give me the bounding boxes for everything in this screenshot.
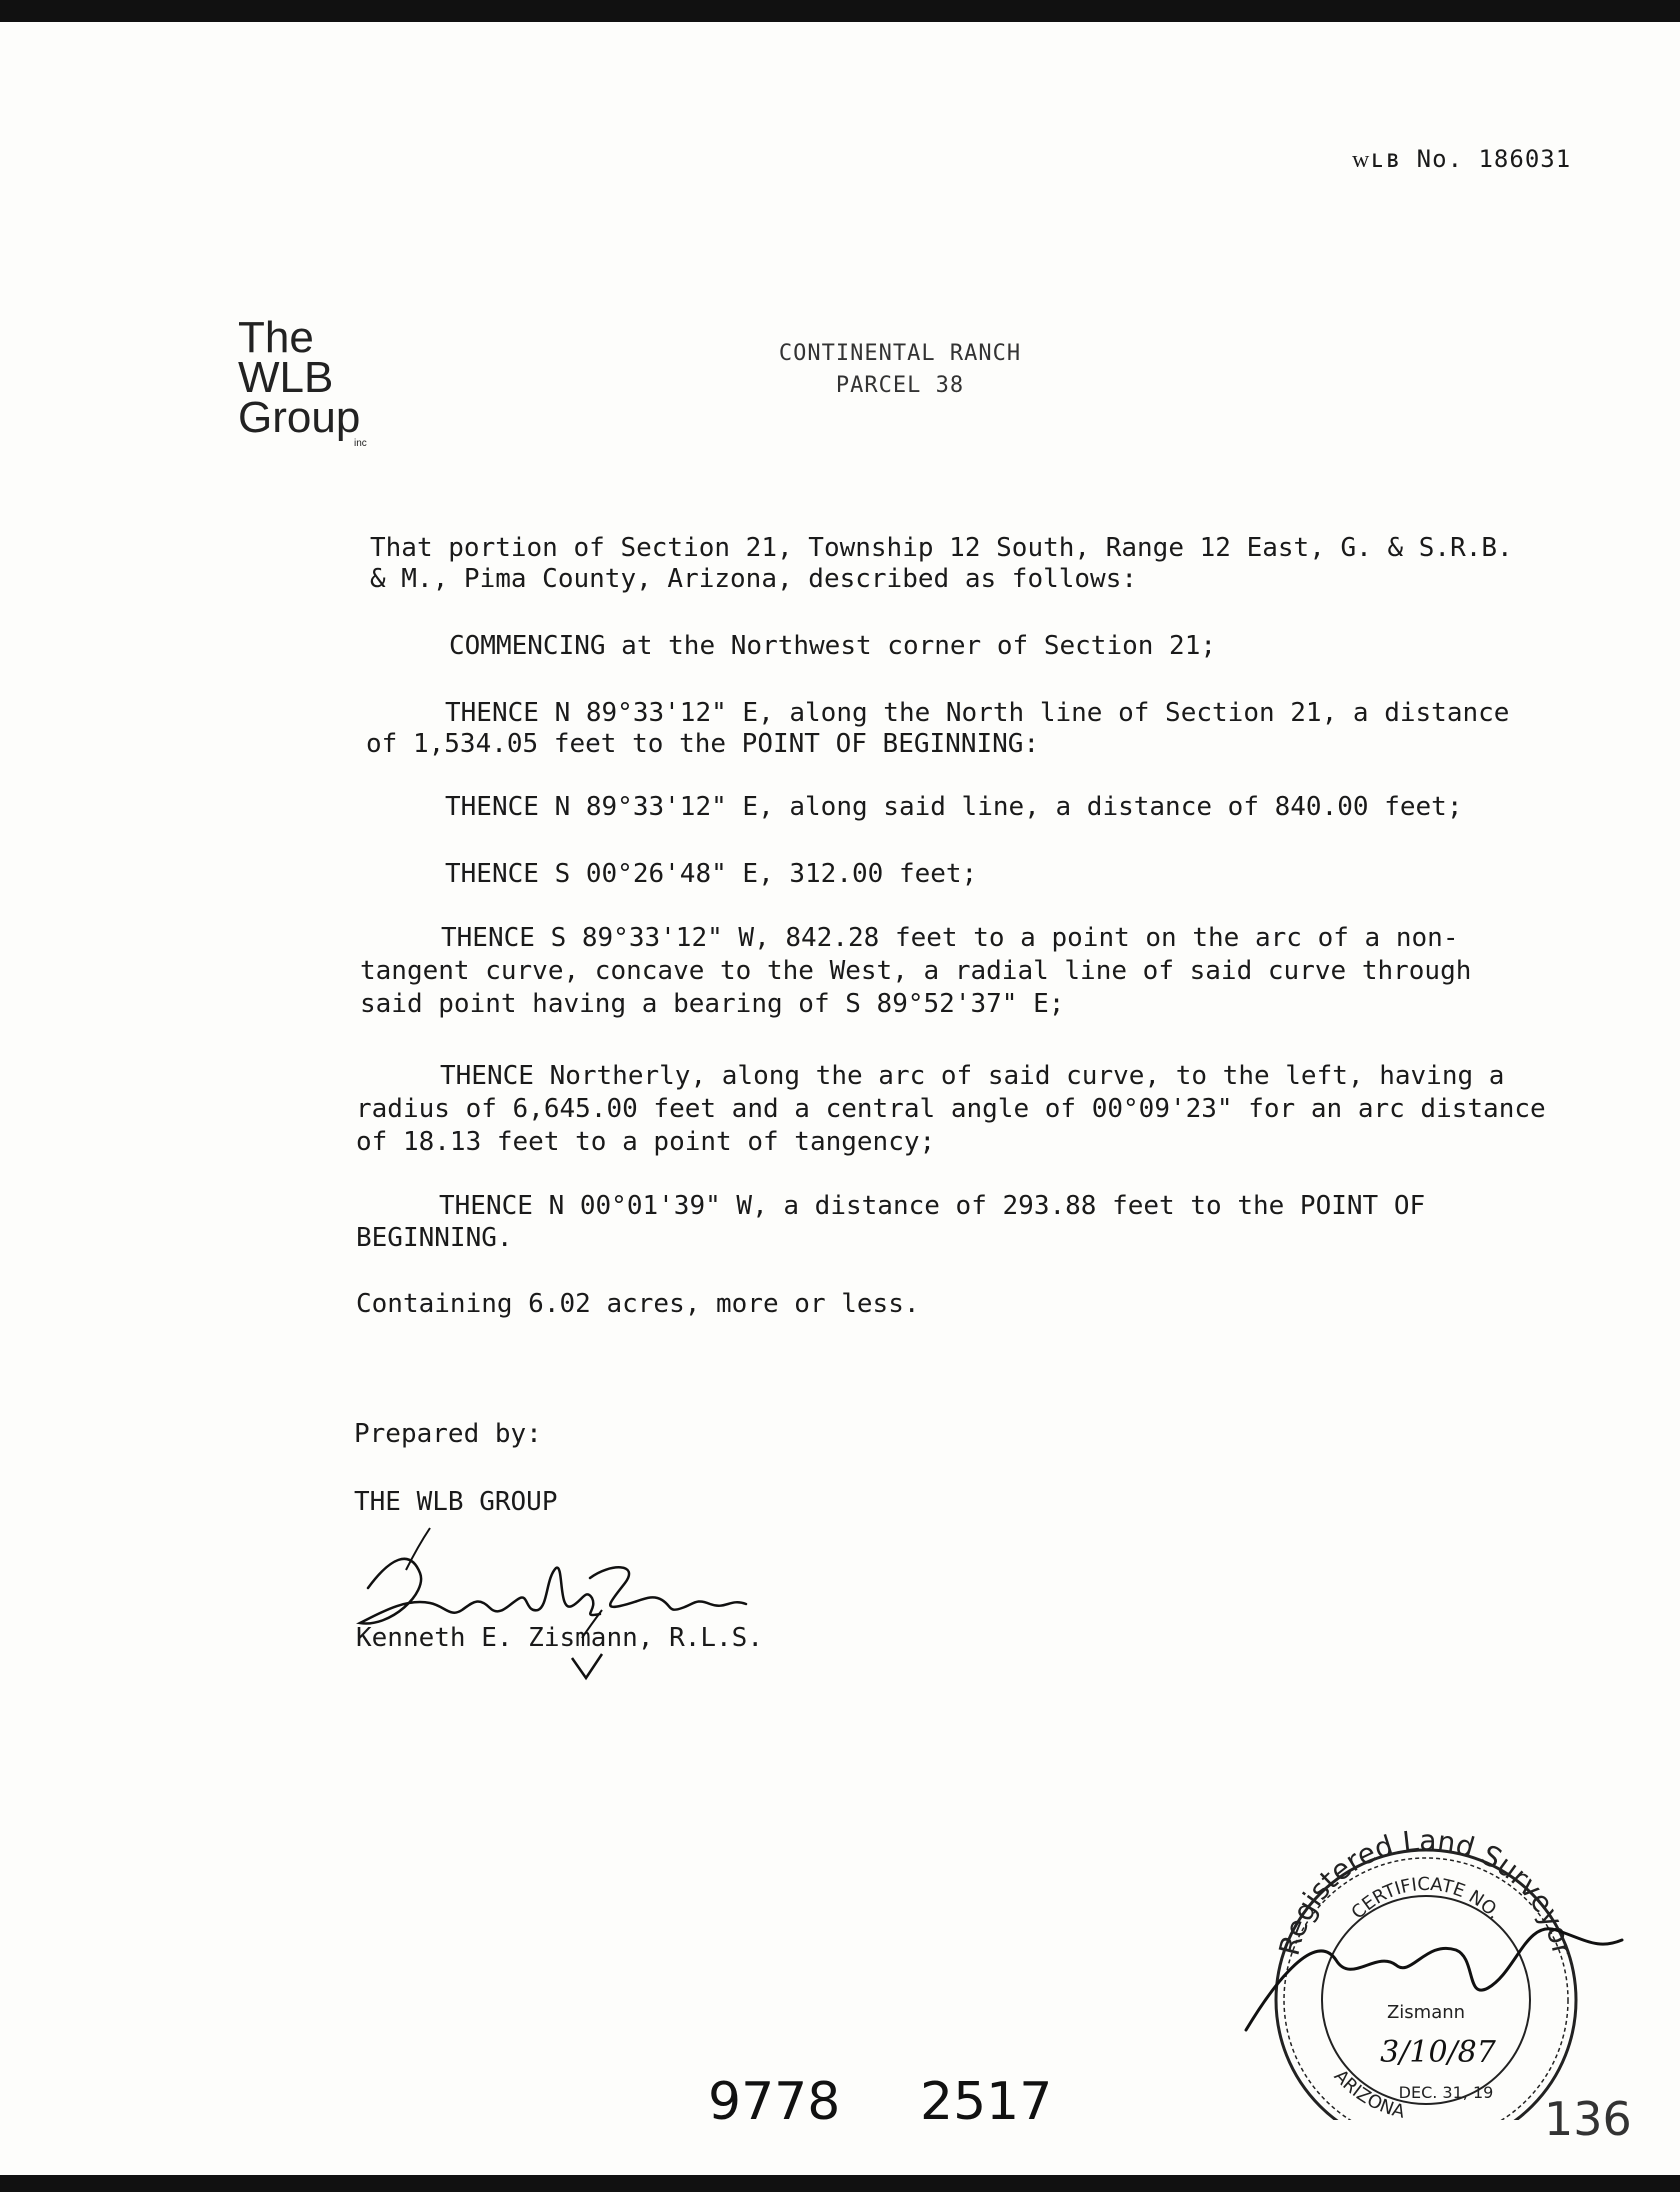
job-number: ᴡʟʙ No. 186031 — [1352, 145, 1572, 173]
thence-6-line-1: THENCE N 00°01'39" W, a distance of 293.88 feet to the POINT OF — [439, 1191, 1426, 1221]
thence-4-line-1: THENCE S 89°33'12" W, 842.28 feet to a point on the arc of a non- — [441, 923, 1459, 953]
seal-date: 3/10/87 — [1380, 2035, 1496, 2070]
recording-number-2: 2517 — [920, 2072, 1053, 2132]
logo-line-3: Group — [238, 393, 361, 442]
thence-5-line-2: radius of 6,645.00 feet and a central angle of 00°09'23" for an arc distance — [356, 1094, 1546, 1124]
seal-expiry: DEC. 31, 19 — [1398, 2083, 1494, 2102]
company-logo — [236, 313, 396, 458]
prepared-by-label: Prepared by: — [354, 1419, 542, 1449]
thence-5-line-1: THENCE Northerly, along the arc of said curve, to the left, having a — [440, 1061, 1505, 1091]
seal-inner-text: CERTIFICATE NO. — [1347, 1873, 1505, 1924]
thence-3-paragraph: THENCE S 00°26'48" E, 312.00 feet; — [445, 859, 978, 889]
thence-1-line-2: of 1,534.05 feet to the POINT OF BEGINNING: — [366, 729, 1040, 759]
scan-edge-bottom — [0, 2175, 1680, 2192]
commencing-paragraph: COMMENCING at the Northwest corner of Section 21; — [449, 631, 1217, 661]
title-line-1: CONTINENTAL RANCH — [778, 341, 1022, 366]
scan-edge-top — [0, 0, 1680, 22]
company-name: THE WLB GROUP — [354, 1487, 558, 1517]
seal-state: ARIZONA — [1329, 2065, 1407, 2120]
thence-1-line-1: THENCE N 89°33'12" E, along the North line of Section 21, a distance — [445, 698, 1510, 728]
signer-name: Kenneth E. Zismann, R.L.S. — [356, 1623, 763, 1653]
seal-outer-text: Registered Land Surveyor — [1272, 1823, 1580, 1959]
thence-5-line-3: of 18.13 feet to a point of tangency; — [356, 1127, 936, 1157]
logo-line-1: The — [238, 313, 314, 362]
thence-4-line-3: said point having a bearing of S 89°52'37" E; — [360, 989, 1065, 1019]
surveyor-seal — [1226, 1800, 1626, 2120]
intro-line-2: & M., Pima County, Arizona, described as follows: — [370, 564, 1138, 594]
recording-number-1: 9778 — [708, 2072, 841, 2132]
logo-suffix: inc — [354, 438, 367, 449]
thence-6-line-2: BEGINNING. — [356, 1223, 513, 1253]
handwritten-signature — [350, 1518, 770, 1698]
thence-2-paragraph: THENCE N 89°33'12" E, along said line, a distance of 840.00 feet; — [445, 792, 1463, 822]
document-title — [740, 338, 1060, 402]
logo-line-2: WLB — [238, 353, 334, 402]
title-line-2: PARCEL 38 — [835, 373, 965, 398]
intro-line-1: That portion of Section 21, Township 12 South, Range 12 East, G. & S.R.B. — [370, 533, 1513, 563]
thence-4-line-2: tangent curve, concave to the West, a radial line of said curve through — [360, 956, 1472, 986]
page-number: 136 — [1544, 2092, 1632, 2146]
acreage-statement: Containing 6.02 acres, more or less. — [356, 1289, 920, 1319]
seal-name: Zismann — [1386, 2002, 1466, 2023]
